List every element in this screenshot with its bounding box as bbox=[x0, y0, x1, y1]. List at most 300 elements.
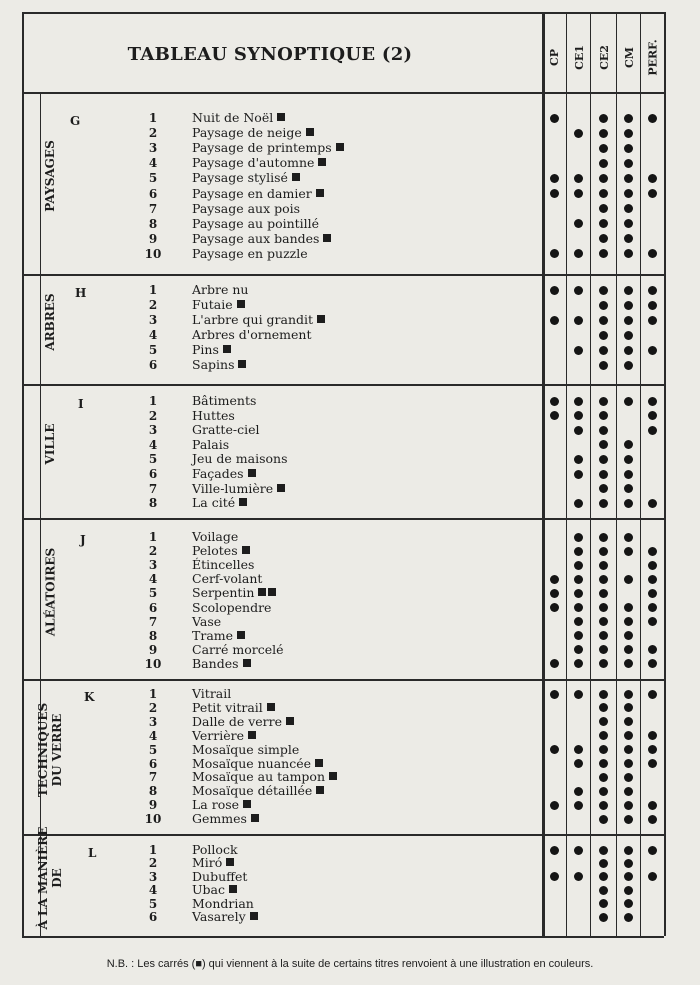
item-title-text: Bâtiments bbox=[192, 393, 257, 408]
item-title-text: Paysage stylisé bbox=[192, 170, 288, 186]
level-dot-cm bbox=[624, 645, 633, 654]
column-header-label: CE2 bbox=[597, 44, 611, 70]
item-title bbox=[192, 342, 231, 357]
level-dot-ce2 bbox=[599, 533, 608, 542]
column-header-cp bbox=[543, 22, 567, 92]
section-divider bbox=[22, 834, 664, 836]
level-dot-cp bbox=[550, 745, 559, 754]
item-title bbox=[192, 170, 300, 185]
level-dot-cm bbox=[624, 886, 633, 895]
color-illustration-square-icon bbox=[336, 143, 344, 151]
level-dot-ce1 bbox=[574, 659, 583, 668]
level-dot-cm bbox=[624, 189, 633, 198]
level-dot-ce1 bbox=[574, 346, 583, 355]
color-illustration-square-icon bbox=[316, 786, 324, 794]
color-illustration-square-icon bbox=[248, 731, 256, 739]
level-dot-cm bbox=[624, 787, 633, 796]
column-header-label: CM bbox=[622, 46, 636, 68]
level-dot-cm bbox=[624, 659, 633, 668]
level-dot-ce2 bbox=[599, 690, 608, 699]
item-title-text: La cité bbox=[192, 495, 236, 511]
level-dot-cm bbox=[624, 129, 633, 138]
level-dot-ce2 bbox=[599, 499, 608, 508]
level-dot-cm bbox=[624, 455, 633, 464]
level-dot-cm bbox=[624, 397, 633, 406]
color-illustration-square-icon bbox=[226, 858, 234, 866]
item-title-text: Dubuffet bbox=[192, 868, 248, 884]
item-number: 4 bbox=[148, 328, 158, 342]
item-title-text: Serpentin bbox=[192, 585, 255, 601]
level-dot-ce1 bbox=[574, 189, 583, 198]
level-dot-cp bbox=[550, 286, 559, 295]
item-title bbox=[192, 327, 311, 342]
level-dot-perf bbox=[648, 346, 657, 355]
item-number: 7 bbox=[148, 770, 158, 785]
level-dot-ce1 bbox=[574, 470, 583, 479]
level-dot-cm bbox=[624, 159, 633, 168]
item-title bbox=[192, 628, 245, 643]
level-dot-perf bbox=[648, 659, 657, 668]
item-title-text: Mosaïque simple bbox=[192, 741, 300, 757]
item-title bbox=[192, 728, 256, 743]
level-dot-ce1 bbox=[574, 787, 583, 796]
color-illustration-square-icon bbox=[243, 800, 251, 808]
item-number: 8 bbox=[148, 496, 158, 511]
item-number: 2 bbox=[148, 856, 158, 871]
item-title-text: Dalle de verre bbox=[192, 713, 283, 729]
color-illustration-square-icon bbox=[277, 113, 285, 121]
color-illustration-square-icon bbox=[242, 546, 250, 554]
level-dot-cm bbox=[624, 731, 633, 740]
level-dot-perf bbox=[648, 174, 657, 183]
section-label bbox=[0, 384, 100, 518]
table-border-right bbox=[664, 12, 666, 936]
level-dot-ce2 bbox=[599, 159, 608, 168]
item-number: 2 bbox=[148, 408, 158, 423]
column-divider bbox=[542, 12, 545, 936]
color-illustration-square-icon bbox=[268, 588, 276, 596]
item-title bbox=[192, 557, 254, 572]
color-illustration-square-icon bbox=[251, 814, 259, 822]
item-title-text: Futaie bbox=[192, 297, 233, 312]
column-header-label: CE1 bbox=[572, 44, 586, 70]
level-dot-cm bbox=[624, 331, 633, 340]
level-dot-perf bbox=[648, 645, 657, 654]
column-header-ce1 bbox=[567, 22, 591, 92]
item-title-text: Vase bbox=[192, 613, 222, 629]
section-letter: H bbox=[75, 286, 87, 300]
item-title bbox=[192, 495, 247, 510]
level-dot-ce1 bbox=[574, 575, 583, 584]
level-dot-ce2 bbox=[599, 913, 608, 922]
level-dot-cm bbox=[624, 219, 633, 228]
level-dot-ce2 bbox=[599, 659, 608, 668]
item-title-text: Miró bbox=[192, 855, 223, 871]
level-dot-cm bbox=[624, 204, 633, 213]
table-border-bottom bbox=[22, 936, 664, 938]
section-divider bbox=[22, 384, 664, 386]
item-number: 8 bbox=[148, 784, 158, 799]
level-dot-ce1 bbox=[574, 249, 583, 258]
table-border-top bbox=[22, 12, 664, 14]
item-title bbox=[192, 571, 262, 586]
item-title-text: Huttes bbox=[192, 407, 235, 423]
level-dot-cm bbox=[624, 470, 633, 479]
level-dot-ce1 bbox=[574, 174, 583, 183]
item-number: 8 bbox=[148, 216, 158, 231]
level-dot-ce2 bbox=[599, 561, 608, 570]
level-dot-cp bbox=[550, 575, 559, 584]
level-dot-ce2 bbox=[599, 773, 608, 782]
item-title-text: Petit vitrail bbox=[192, 699, 263, 715]
item-title-text: Paysage de printemps bbox=[192, 140, 332, 156]
item-title bbox=[192, 742, 299, 757]
item-title bbox=[192, 231, 331, 246]
item-number: 10 bbox=[144, 812, 162, 827]
level-dot-ce2 bbox=[599, 846, 608, 855]
item-title bbox=[192, 686, 231, 701]
level-dot-cm bbox=[624, 603, 633, 612]
section-label-text: ALÉATOIRES bbox=[43, 547, 57, 636]
level-dot-ce1 bbox=[574, 455, 583, 464]
item-title-text: L'arbre qui grandit bbox=[192, 312, 314, 327]
footnote: N.B. : Les carrés (■) qui viennent à la suite de certains titres renvoient à une illustration en couleurs. bbox=[106, 958, 594, 970]
color-illustration-square-icon bbox=[239, 498, 247, 506]
level-dot-ce1 bbox=[574, 547, 583, 556]
level-dot-perf bbox=[648, 589, 657, 598]
color-illustration-square-icon bbox=[286, 717, 294, 725]
item-number: 1 bbox=[148, 843, 158, 857]
level-dot-ce1 bbox=[574, 603, 583, 612]
level-dot-ce2 bbox=[599, 397, 608, 406]
level-dot-ce2 bbox=[599, 645, 608, 654]
level-dot-perf bbox=[648, 603, 657, 612]
level-dot-perf bbox=[648, 745, 657, 754]
item-number: 8 bbox=[148, 628, 158, 643]
item-title bbox=[192, 357, 246, 372]
item-title bbox=[192, 282, 248, 297]
level-dot-cm bbox=[624, 286, 633, 295]
level-dot-cm bbox=[624, 872, 633, 881]
item-title-text: Mondrian bbox=[192, 895, 254, 911]
item-title-text: Façades bbox=[192, 466, 244, 481]
item-number: 3 bbox=[148, 423, 158, 438]
item-title-text: Scolopendre bbox=[192, 599, 272, 615]
level-dot-cp bbox=[550, 872, 559, 881]
item-number: 5 bbox=[148, 452, 158, 467]
item-number: 1 bbox=[148, 687, 158, 701]
item-title-text: Mosaïque détaillée bbox=[192, 783, 313, 799]
level-dot-cm bbox=[624, 773, 633, 782]
item-title-text: Arbres d'ornement bbox=[192, 327, 312, 342]
level-dot-ce2 bbox=[599, 745, 608, 754]
level-dot-ce2 bbox=[599, 603, 608, 612]
level-dot-ce2 bbox=[599, 899, 608, 908]
item-title bbox=[192, 201, 300, 216]
level-dot-ce2 bbox=[599, 249, 608, 258]
level-dot-perf bbox=[648, 499, 657, 508]
item-title bbox=[192, 186, 324, 201]
level-dot-cm bbox=[624, 499, 633, 508]
item-number: 4 bbox=[148, 156, 158, 171]
item-number: 3 bbox=[148, 558, 158, 573]
item-title-text: Gratte-ciel bbox=[192, 422, 260, 438]
level-dot-ce1 bbox=[574, 533, 583, 542]
level-dot-perf bbox=[648, 759, 657, 768]
level-dot-perf bbox=[648, 547, 657, 556]
level-dot-perf bbox=[648, 690, 657, 699]
level-dot-cp bbox=[550, 690, 559, 699]
level-dot-perf bbox=[648, 286, 657, 295]
item-number: 6 bbox=[148, 186, 158, 201]
color-illustration-square-icon bbox=[238, 360, 246, 368]
level-dot-ce2 bbox=[599, 346, 608, 355]
color-illustration-square-icon bbox=[318, 158, 326, 166]
level-dot-ce2 bbox=[599, 547, 608, 556]
item-title bbox=[192, 125, 314, 140]
level-dot-perf bbox=[648, 801, 657, 810]
level-dot-ce1 bbox=[574, 645, 583, 654]
level-dot-ce2 bbox=[599, 859, 608, 868]
level-dot-ce2 bbox=[599, 204, 608, 213]
level-dot-perf bbox=[648, 411, 657, 420]
level-dot-cm bbox=[624, 801, 633, 810]
level-dot-perf bbox=[648, 575, 657, 584]
item-title-text: Pelotes bbox=[192, 543, 238, 559]
level-dot-cm bbox=[624, 346, 633, 355]
column-header-cm bbox=[617, 22, 641, 92]
section-letter: I bbox=[78, 397, 84, 411]
item-title bbox=[192, 451, 288, 466]
item-number: 1 bbox=[148, 530, 158, 544]
level-dot-ce1 bbox=[574, 617, 583, 626]
header-divider bbox=[22, 92, 664, 94]
level-dot-cm bbox=[624, 234, 633, 243]
item-number: 6 bbox=[148, 910, 158, 924]
column-divider bbox=[590, 12, 591, 936]
item-title bbox=[192, 700, 275, 715]
level-dot-perf bbox=[648, 561, 657, 570]
item-number: 5 bbox=[148, 896, 158, 911]
item-title-text: Trame bbox=[192, 627, 234, 643]
level-dot-ce2 bbox=[599, 759, 608, 768]
item-title bbox=[192, 811, 259, 826]
level-dot-ce1 bbox=[574, 411, 583, 420]
item-title-text: Paysage aux bandes bbox=[192, 230, 320, 246]
item-title bbox=[192, 543, 250, 558]
level-dot-ce1 bbox=[574, 286, 583, 295]
level-dot-perf bbox=[648, 815, 657, 824]
level-dot-cm bbox=[624, 745, 633, 754]
item-number: 7 bbox=[148, 481, 158, 496]
item-title bbox=[192, 155, 326, 170]
level-dot-cm bbox=[624, 144, 633, 153]
page-title: TABLEAU SYNOPTIQUE (2) bbox=[127, 44, 413, 65]
item-title bbox=[192, 783, 324, 798]
level-dot-cp bbox=[550, 659, 559, 668]
item-title bbox=[192, 216, 319, 231]
level-dot-cm bbox=[624, 759, 633, 768]
item-title-text: Ubac bbox=[192, 882, 225, 898]
color-illustration-square-icon bbox=[223, 345, 231, 353]
item-title-text: Paysage au pointillé bbox=[192, 215, 320, 231]
item-title-text: Cerf-volant bbox=[192, 571, 263, 587]
item-title-text: Mosaïque nuancée bbox=[192, 755, 312, 771]
column-header-label: CP bbox=[548, 48, 562, 66]
level-dot-ce1 bbox=[574, 846, 583, 855]
section-divider bbox=[22, 518, 664, 520]
item-title-text: Mosaïque au tampon bbox=[192, 769, 325, 785]
level-dot-perf bbox=[648, 731, 657, 740]
item-title bbox=[192, 393, 256, 408]
section-label bbox=[0, 826, 100, 936]
item-number: 7 bbox=[148, 614, 158, 629]
level-dot-ce2 bbox=[599, 731, 608, 740]
item-title-text: Carré morcelé bbox=[192, 641, 284, 657]
item-title bbox=[192, 642, 284, 657]
item-title bbox=[192, 246, 308, 261]
level-dot-cm bbox=[624, 690, 633, 699]
level-dot-cm bbox=[624, 859, 633, 868]
color-illustration-square-icon bbox=[306, 128, 314, 136]
color-illustration-square-icon bbox=[258, 588, 266, 596]
item-number: 1 bbox=[148, 283, 158, 297]
level-dot-ce2 bbox=[599, 114, 608, 123]
item-title-text: Paysage en puzzle bbox=[192, 245, 308, 261]
item-number: 1 bbox=[148, 394, 158, 408]
color-illustration-square-icon bbox=[243, 659, 251, 667]
level-dot-ce1 bbox=[574, 801, 583, 810]
section-label-text: PAYSAGES bbox=[43, 140, 57, 212]
level-dot-cm bbox=[624, 533, 633, 542]
section-divider bbox=[22, 679, 664, 681]
color-illustration-square-icon bbox=[250, 912, 258, 920]
item-title bbox=[192, 408, 235, 423]
column-header-label: PERF. bbox=[646, 38, 660, 76]
column-divider bbox=[616, 12, 617, 936]
level-dot-ce1 bbox=[574, 397, 583, 406]
column-divider bbox=[640, 12, 641, 936]
item-title bbox=[192, 909, 258, 924]
level-dot-cm bbox=[624, 440, 633, 449]
level-dot-ce1 bbox=[574, 129, 583, 138]
item-number: 5 bbox=[148, 171, 158, 186]
level-dot-perf bbox=[648, 249, 657, 258]
item-number: 6 bbox=[148, 600, 158, 615]
level-dot-cp bbox=[550, 249, 559, 258]
item-number: 9 bbox=[148, 642, 158, 657]
level-dot-ce2 bbox=[599, 440, 608, 449]
item-title-text: Vasarely bbox=[192, 909, 246, 924]
level-dot-ce2 bbox=[599, 411, 608, 420]
item-number: 9 bbox=[148, 798, 158, 813]
item-number: 2 bbox=[148, 700, 158, 715]
item-title bbox=[192, 600, 271, 615]
level-dot-cm bbox=[624, 815, 633, 824]
level-dot-ce2 bbox=[599, 589, 608, 598]
level-dot-ce2 bbox=[599, 129, 608, 138]
level-dot-ce2 bbox=[599, 286, 608, 295]
level-dot-ce1 bbox=[574, 561, 583, 570]
item-title-text: Gemmes bbox=[192, 811, 247, 827]
item-title bbox=[192, 797, 251, 812]
level-dot-ce1 bbox=[574, 499, 583, 508]
item-number: 4 bbox=[148, 572, 158, 587]
level-dot-perf bbox=[648, 301, 657, 310]
level-dot-ce2 bbox=[599, 361, 608, 370]
level-dot-cp bbox=[550, 397, 559, 406]
item-number: 7 bbox=[148, 201, 158, 216]
section-letter: J bbox=[80, 533, 86, 547]
level-dot-ce2 bbox=[599, 219, 608, 228]
item-number: 3 bbox=[148, 869, 158, 884]
level-dot-cm bbox=[624, 717, 633, 726]
item-title-text: Verrière bbox=[192, 727, 244, 743]
item-number: 5 bbox=[148, 586, 158, 601]
level-dot-perf bbox=[648, 316, 657, 325]
section-label-text: TECHNIQUES DU VERRE bbox=[36, 702, 64, 797]
level-dot-cm bbox=[624, 913, 633, 922]
item-title-text: Bandes bbox=[192, 655, 239, 671]
item-number: 9 bbox=[148, 231, 158, 246]
level-dot-ce1 bbox=[574, 219, 583, 228]
column-header-ce2 bbox=[591, 22, 617, 92]
level-dot-perf bbox=[648, 426, 657, 435]
item-number: 6 bbox=[148, 756, 158, 771]
color-illustration-square-icon bbox=[277, 484, 285, 492]
level-dot-cp bbox=[550, 801, 559, 810]
color-illustration-square-icon bbox=[316, 189, 324, 197]
level-dot-ce2 bbox=[599, 470, 608, 479]
item-number: 4 bbox=[148, 437, 158, 452]
level-dot-cm bbox=[624, 114, 633, 123]
level-dot-ce2 bbox=[599, 316, 608, 325]
level-dot-ce2 bbox=[599, 801, 608, 810]
level-dot-perf bbox=[648, 397, 657, 406]
item-number: 6 bbox=[148, 358, 158, 372]
item-number: 2 bbox=[148, 298, 158, 312]
item-number: 4 bbox=[148, 728, 158, 743]
level-dot-ce2 bbox=[599, 234, 608, 243]
item-title-text: Arbre nu bbox=[192, 282, 249, 297]
item-number: 2 bbox=[148, 126, 158, 141]
color-illustration-square-icon bbox=[315, 759, 323, 767]
level-dot-ce2 bbox=[599, 301, 608, 310]
color-illustration-square-icon bbox=[317, 315, 325, 323]
item-title-text: Jeu de maisons bbox=[192, 451, 288, 467]
level-dot-cp bbox=[550, 316, 559, 325]
color-illustration-square-icon bbox=[248, 469, 256, 477]
level-dot-perf bbox=[648, 189, 657, 198]
color-illustration-square-icon bbox=[237, 300, 245, 308]
item-title bbox=[192, 437, 229, 452]
level-dot-ce2 bbox=[599, 174, 608, 183]
level-dot-cp bbox=[550, 114, 559, 123]
level-dot-cp bbox=[550, 603, 559, 612]
level-dot-cm bbox=[624, 631, 633, 640]
item-title bbox=[192, 422, 259, 437]
section-letter: G bbox=[70, 114, 81, 128]
item-title bbox=[192, 312, 325, 327]
level-dot-cm bbox=[624, 484, 633, 493]
column-divider bbox=[566, 12, 567, 936]
item-title bbox=[192, 466, 256, 481]
item-title bbox=[192, 756, 323, 771]
item-title bbox=[192, 585, 276, 600]
level-dot-ce2 bbox=[599, 815, 608, 824]
color-illustration-square-icon bbox=[329, 772, 337, 780]
item-number: 3 bbox=[148, 714, 158, 729]
